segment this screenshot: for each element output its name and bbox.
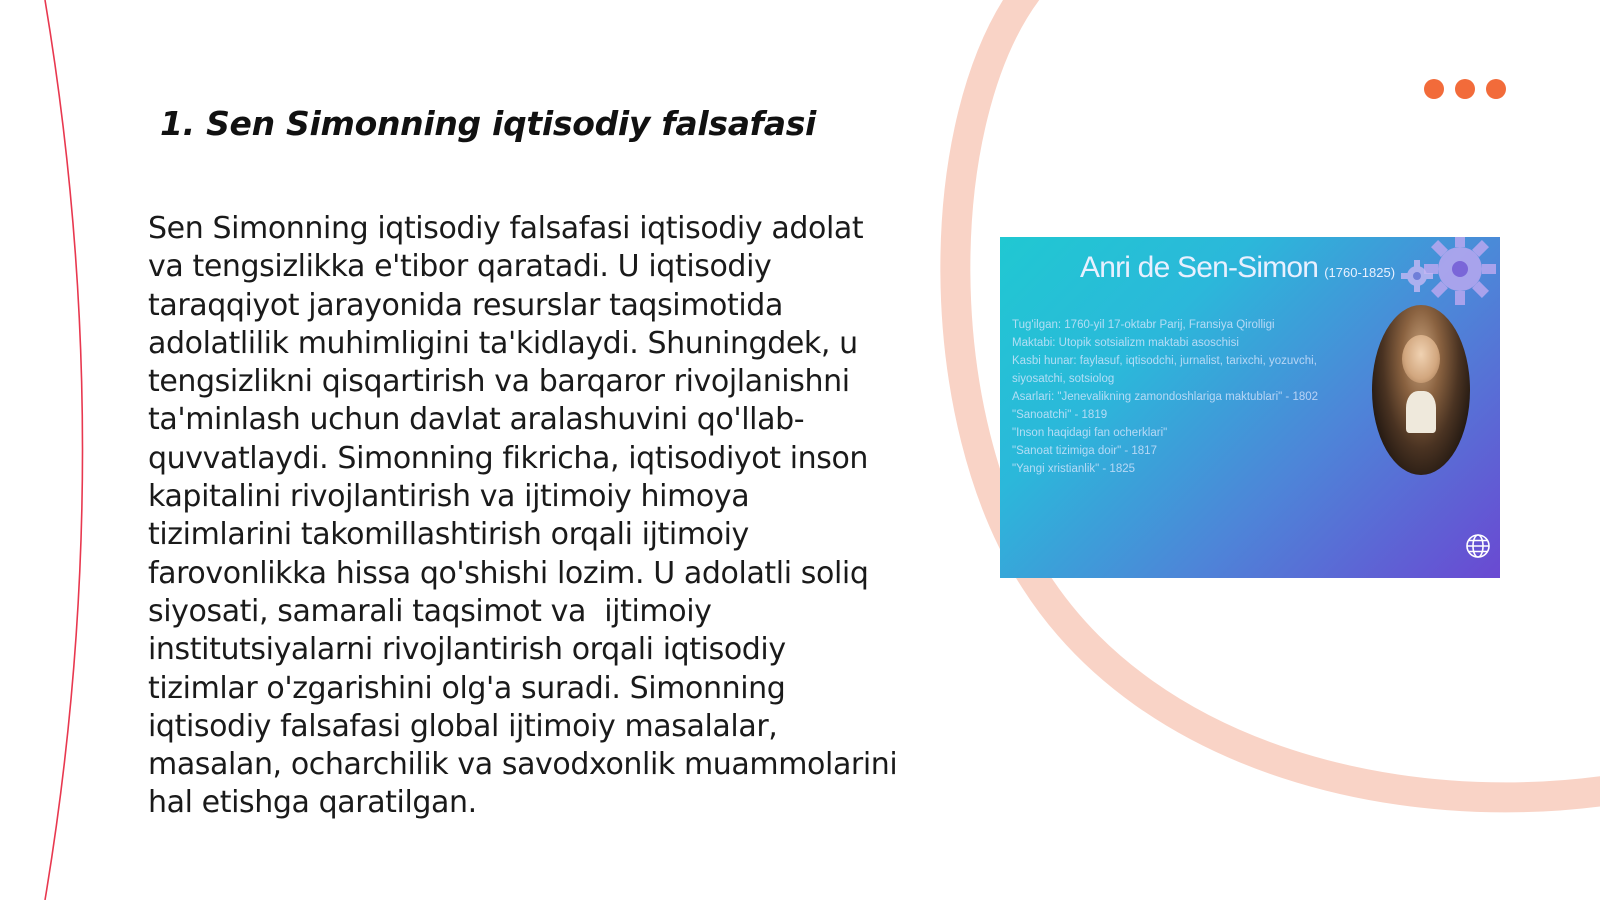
small-gear-icon [1400,259,1434,293]
picture-line: Asarlari: "Jenevalikning zamondoshlariga maktublari" - 1802 [1012,391,1319,403]
body-line: Sen Simonning iqtisodiy falsafasi iqtisodiy adolat [148,211,864,246]
body-line: masalan, ocharchilik va savodxonlik muammolarini [148,747,898,783]
picture-line: "Sanoatchi" - 1819 [1012,409,1108,421]
picture-line: Maktabi: Utopik sotsializm maktabi asoschisi [1012,337,1239,349]
picture-line: "Inson haqidagi fan ocherklari" [1012,427,1168,439]
picture-heading-name: Anri de Sen-Simon [1080,251,1319,284]
picture-line: "Sanoat tizimiga doir" - 1817 [1012,445,1157,457]
picture-heading-years: (1760-1825) [1324,265,1396,280]
portrait [1372,305,1470,475]
body-line: kapitalini rivojlantirish va ijtimoiy himoya [148,479,750,515]
body-line: adolatlilik muhimligini ta'kidlaydi. Shuningdek, u [148,325,858,361]
globe-icon [1465,533,1491,559]
picture-line: siyosatchi, sotsiolog [1012,373,1115,385]
left-red-curve [45,0,83,900]
picture-line: Tug'ilgan: 1760-yil 17-oktabr Parij, Fransiya Qirolligi [1012,319,1275,331]
portrait-face [1402,335,1440,383]
body-line: tizimlarini takomillashtirish orqali ijtimoiy [148,517,749,553]
body-line: siyosati, samarali taqsimot va ijtimoiy [148,593,712,629]
body-line: hal etishga qaratilgan. [148,785,477,821]
body-line: iqtisodiy falsafasi global ijtimoiy masalalar, [148,708,778,744]
picture-text [1012,316,1357,478]
sen-simon-picture [1000,237,1500,578]
dot-1 [1424,79,1444,99]
body-line: tengsizlikni qisqartirish va barqaror rivojlanishni [148,364,850,400]
dot-2 [1455,79,1475,99]
slide-body [148,210,923,823]
body-line: farovonlikka hissa qo'shishi lozim. U adolatli soliq [148,555,869,591]
body-line: quvvatlaydi. Simonning fikricha, iqtisodiyot inson [148,440,869,476]
body-line: taraqqiyot jarayonida resurslar taqsimotida [148,287,783,323]
slide-title: 1. Sen Simonning iqtisodiy falsafasi [160,104,817,143]
picture-line: Kasbi hunar: faylasuf, iqtisodchi, jurnalist, tarixchi, yozuvchi, [1012,355,1317,367]
dot-3 [1486,79,1506,99]
portrait-collar [1406,391,1436,433]
body-line: tizimlar o'zgarishini olg'a suradi. Simonning [148,670,786,706]
picture-heading [1080,251,1395,285]
body-line: institutsiyalarni rivojlantirish orqali iqtisodiy [148,632,786,668]
body-line: va tengsizlikka e'tibor qaratadi. U iqtisodiy [148,249,772,285]
menu-dots-icon [1424,79,1506,99]
body-line: ta'minlash uchun davlat aralashuvini qo'llab- [148,402,805,438]
picture-line: "Yangi xristianlik" - 1825 [1012,463,1136,475]
